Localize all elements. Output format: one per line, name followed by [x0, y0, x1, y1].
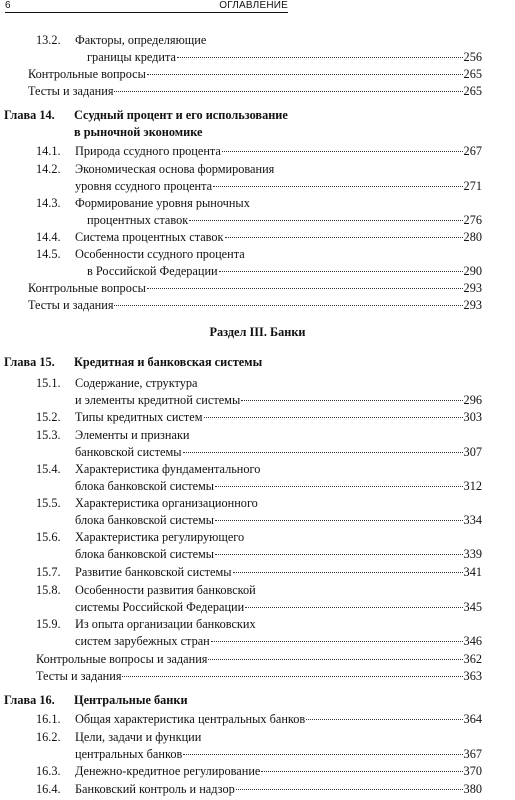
- chapter-title-cont: в рыночной экономике: [74, 125, 203, 139]
- section-number: 16.4.: [36, 782, 61, 796]
- toc-entry-control-questions-13[interactable]: Контрольные вопросы 265: [28, 67, 482, 81]
- page-ref: 293: [463, 281, 482, 295]
- part-3-heading[interactable]: Раздел III. Банки: [209, 325, 306, 339]
- section-number: 16.2.: [36, 730, 61, 744]
- section-title: Формирование уровня рыночных: [75, 196, 250, 210]
- chapter-title: Центральные банки: [74, 693, 188, 707]
- dot-leader: [225, 237, 463, 238]
- dot-leader: [177, 57, 463, 58]
- section-title: Из опыта организации банковских: [75, 617, 256, 631]
- dot-leader: [215, 554, 462, 555]
- page-ref: 380: [463, 782, 482, 796]
- page-ref: 271: [463, 179, 482, 193]
- section-title: Банковский контроль и надзор: [75, 782, 235, 796]
- page-ref: 362: [463, 652, 482, 666]
- page-ref: 265: [463, 84, 482, 98]
- section-number: 15.8.: [36, 583, 61, 597]
- page-ref: 267: [463, 144, 482, 158]
- page-ref: 303: [463, 410, 482, 424]
- section-number: 15.2.: [36, 410, 61, 424]
- dot-leader: [241, 400, 462, 401]
- section-title: Особенности ссудного процента: [75, 247, 245, 261]
- section-title: Денежно-кредитное регулирование: [75, 764, 261, 778]
- dot-leader: [147, 288, 463, 289]
- toc-entry-control-questions-15[interactable]: Контрольные вопросы и задания 362: [36, 652, 482, 666]
- page-ref: 290: [463, 264, 482, 278]
- section-title: Система процентных ставок: [75, 230, 224, 244]
- dot-leader: [215, 486, 462, 487]
- section-title-cont: блока банковской системы: [75, 547, 215, 561]
- page-ref: 339: [463, 547, 482, 561]
- section-title: Содержание, структура: [75, 376, 198, 390]
- page-ref: 346: [463, 634, 482, 648]
- dot-leader: [233, 572, 463, 573]
- page-number: 6: [5, 0, 11, 11]
- dot-leader: [183, 452, 463, 453]
- page-ref: 370: [463, 764, 482, 778]
- page-ref: 280: [463, 230, 482, 244]
- page-ref: 296: [463, 393, 482, 407]
- dot-leader: [219, 271, 463, 272]
- dot-leader: [245, 607, 462, 608]
- page-ref: 345: [463, 600, 482, 614]
- page-ref: 363: [463, 669, 482, 683]
- toc-entry-tests-14[interactable]: Тесты и задания 293: [28, 298, 482, 312]
- chapter-number: Глава 15.: [4, 355, 55, 369]
- toc-entry-tests-15[interactable]: Тесты и задания 363: [36, 669, 482, 683]
- section-title-cont: в Российской Федерации: [87, 264, 218, 278]
- page-ref: 312: [463, 479, 482, 493]
- chapter-title: Ссудный процент и его использование: [74, 108, 288, 122]
- page-ref: 334: [463, 513, 482, 527]
- section-number: 15.9.: [36, 617, 61, 631]
- section-number: 13.2.: [36, 33, 61, 47]
- section-title: Общая характеристика центральных банков: [75, 712, 306, 726]
- dot-leader: [211, 641, 463, 642]
- dot-leader: [114, 91, 462, 92]
- section-number: 14.2.: [36, 162, 61, 176]
- page-ref: 276: [463, 213, 482, 227]
- dot-leader: [213, 186, 462, 187]
- section-number: 14.5.: [36, 247, 61, 261]
- section-title: Характеристика регулирующего: [75, 530, 245, 544]
- section-title-cont: блока банковской системы: [75, 479, 215, 493]
- section-title-cont: банковской системы: [75, 445, 182, 459]
- dot-leader: [222, 151, 463, 152]
- section-title: Факторы, определяющие: [75, 33, 207, 47]
- dot-leader: [236, 789, 463, 790]
- dot-leader: [147, 74, 463, 75]
- section-title: Типы кредитных систем: [75, 410, 203, 424]
- section-title-cont: границы кредита: [87, 50, 176, 64]
- dot-leader: [204, 417, 463, 418]
- dot-leader: [261, 771, 462, 772]
- section-title-cont: процентных ставок: [87, 213, 189, 227]
- section-title: Природа ссудного процента: [75, 144, 221, 158]
- section-number: 15.6.: [36, 530, 61, 544]
- page-ref: 367: [463, 747, 482, 761]
- section-title: Характеристика фундаментального: [75, 462, 261, 476]
- chapter-number: Глава 16.: [4, 693, 55, 707]
- section-number: 15.3.: [36, 428, 61, 442]
- chapter-number: Глава 14.: [4, 108, 55, 122]
- section-number: 16.3.: [36, 764, 61, 778]
- section-title: Особенности развития банковской: [75, 583, 256, 597]
- section-number: 14.4.: [36, 230, 61, 244]
- section-title-cont: уровня ссудного процента: [75, 179, 213, 193]
- section-title: Экономическая основа формирования: [75, 162, 275, 176]
- section-title: Цели, задачи и функции: [75, 730, 202, 744]
- section-title-cont: центральных банков: [75, 747, 183, 761]
- toc-entry-tests-13[interactable]: Тесты и задания 265: [28, 84, 482, 98]
- page-ref: 256: [463, 50, 482, 64]
- dot-leader: [114, 305, 462, 306]
- page-ref: 293: [463, 298, 482, 312]
- dot-leader: [215, 520, 462, 521]
- section-number: 15.4.: [36, 462, 61, 476]
- section-title: Характеристика организационного: [75, 496, 258, 510]
- section-title-cont: блока банковской системы: [75, 513, 215, 527]
- section-number: 14.1.: [36, 144, 61, 158]
- page-ref: 265: [463, 67, 482, 81]
- dot-leader: [306, 719, 462, 720]
- page-ref: 307: [463, 445, 482, 459]
- dot-leader: [183, 754, 462, 755]
- section-title-cont: и элементы кредитной системы: [75, 393, 241, 407]
- dot-leader: [122, 676, 462, 677]
- page-ref: 341: [463, 565, 482, 579]
- section-number: 15.1.: [36, 376, 61, 390]
- section-title: Элементы и признаки: [75, 428, 190, 442]
- section-title-cont: системы Российской Федерации: [75, 600, 245, 614]
- section-number: 15.7.: [36, 565, 61, 579]
- section-number: 15.5.: [36, 496, 61, 510]
- running-header: [5, 0, 288, 13]
- section-title-cont: систем зарубежных стран: [75, 634, 210, 648]
- running-title: ОГЛАВЛЕНИЕ: [219, 0, 288, 11]
- dot-leader: [189, 220, 462, 221]
- section-title: Развитие банковской системы: [75, 565, 232, 579]
- chapter-title: Кредитная и банковская системы: [74, 355, 263, 369]
- toc-entry-control-questions-14[interactable]: Контрольные вопросы 293: [28, 281, 482, 295]
- page-ref: 364: [463, 712, 482, 726]
- dot-leader: [208, 659, 462, 660]
- section-number: 14.3.: [36, 196, 61, 210]
- section-number: 16.1.: [36, 712, 61, 726]
